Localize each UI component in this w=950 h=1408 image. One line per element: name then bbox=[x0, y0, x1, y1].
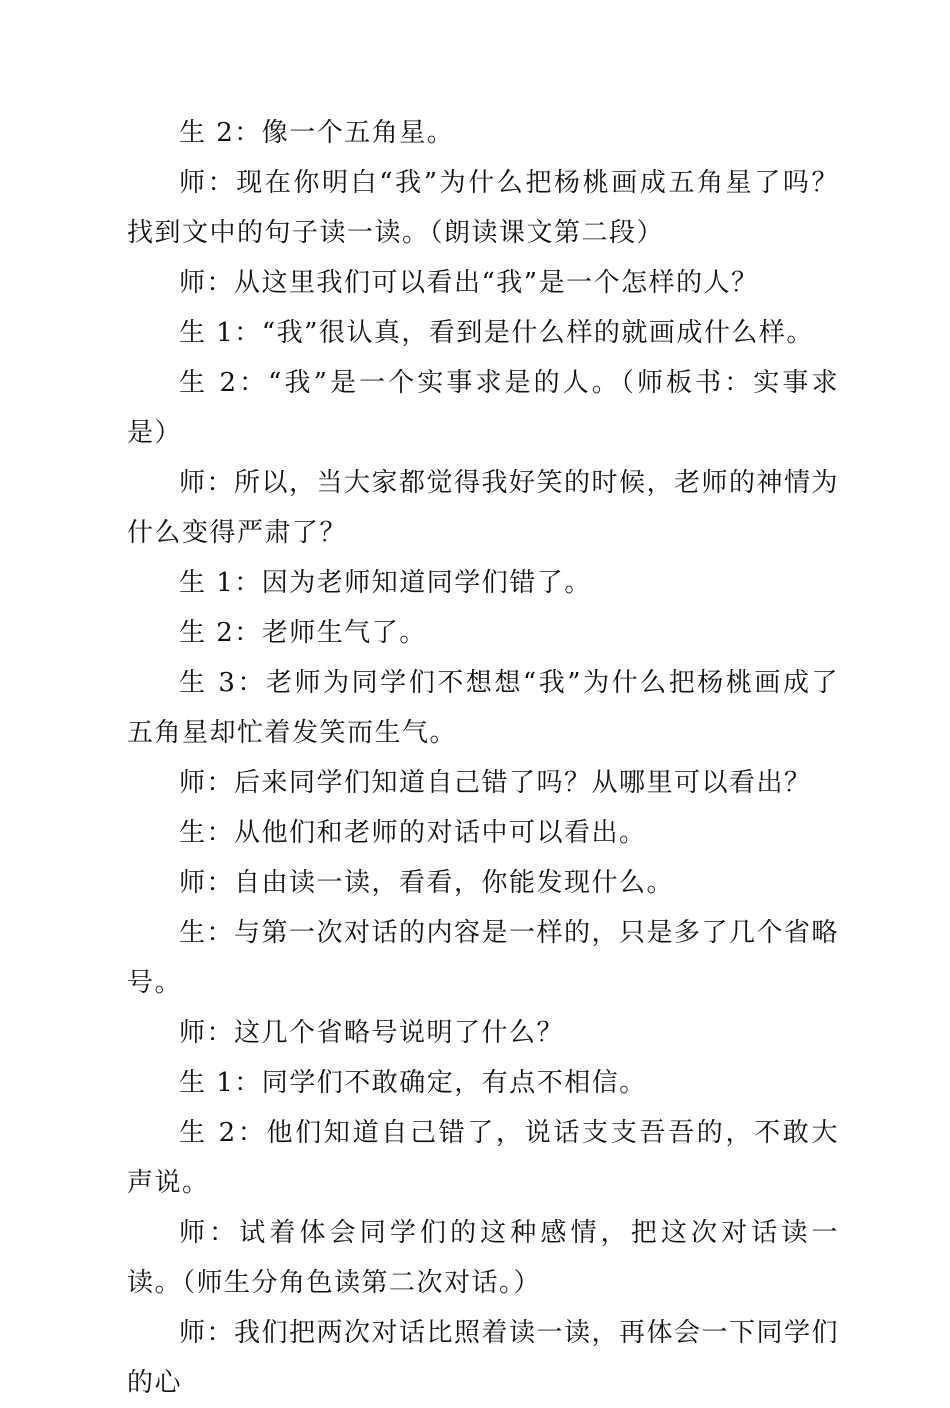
dialogue-line: 生 2：他们知道自己错了，说话支支吾吾的，不敢大声说。 bbox=[127, 1118, 839, 1198]
dialogue-line: 师：试着体会同学们的这种感情，把这次对话读一读。（师生分角色读第二次对话。） bbox=[127, 1218, 839, 1298]
dialogue-line: 生 1：因为老师知道同学们错了。 bbox=[179, 568, 592, 598]
dialogue-line: 生 2：老师生气了。 bbox=[179, 618, 427, 648]
dialogue-line: 师：这几个省略号说明了什么？ bbox=[179, 1018, 565, 1048]
dialogue-line: 生：从他们和老师的对话中可以看出。 bbox=[179, 818, 647, 848]
dialogue-line: 师：自由读一读，看看，你能发现什么。 bbox=[179, 868, 675, 898]
dialogue-line: 生 2：“我”是一个实事求是的人。（师板书：实事求是） bbox=[127, 368, 839, 448]
dialogue-line: 生 1：“我”很认真，看到是什么样的就画成什么样。 bbox=[179, 318, 814, 348]
dialogue-line: 生 1：同学们不敢确定，有点不相信。 bbox=[179, 1068, 647, 1098]
dialogue-line: 生 3：老师为同学们不想想“我”为什么把杨桃画成了五角星却忙着发笑而生气。 bbox=[127, 668, 839, 748]
document-body bbox=[127, 108, 839, 1408]
dialogue-line: 生 2：像一个五角星。 bbox=[179, 118, 455, 148]
dialogue-line: 师：从这里我们可以看出“我”是一个怎样的人？ bbox=[179, 268, 759, 298]
dialogue-line: 师：现在你明白“我”为什么把杨桃画成五角星了吗？找到文中的句子读一读。（朗读课文第二段） bbox=[127, 168, 839, 248]
dialogue-line: 师：所以，当大家都觉得我好笑的时候，老师的神情为什么变得严肃了？ bbox=[127, 468, 840, 548]
dialogue-line: 师：我们把两次对话比照着读一读，再体会一下同学们的心 bbox=[127, 1318, 840, 1398]
dialogue-line: 师：后来同学们知道自己错了吗？从哪里可以看出？ bbox=[179, 768, 812, 798]
dialogue-line: 生：与第一次对话的内容是一样的，只是多了几个省略号。 bbox=[127, 918, 840, 998]
